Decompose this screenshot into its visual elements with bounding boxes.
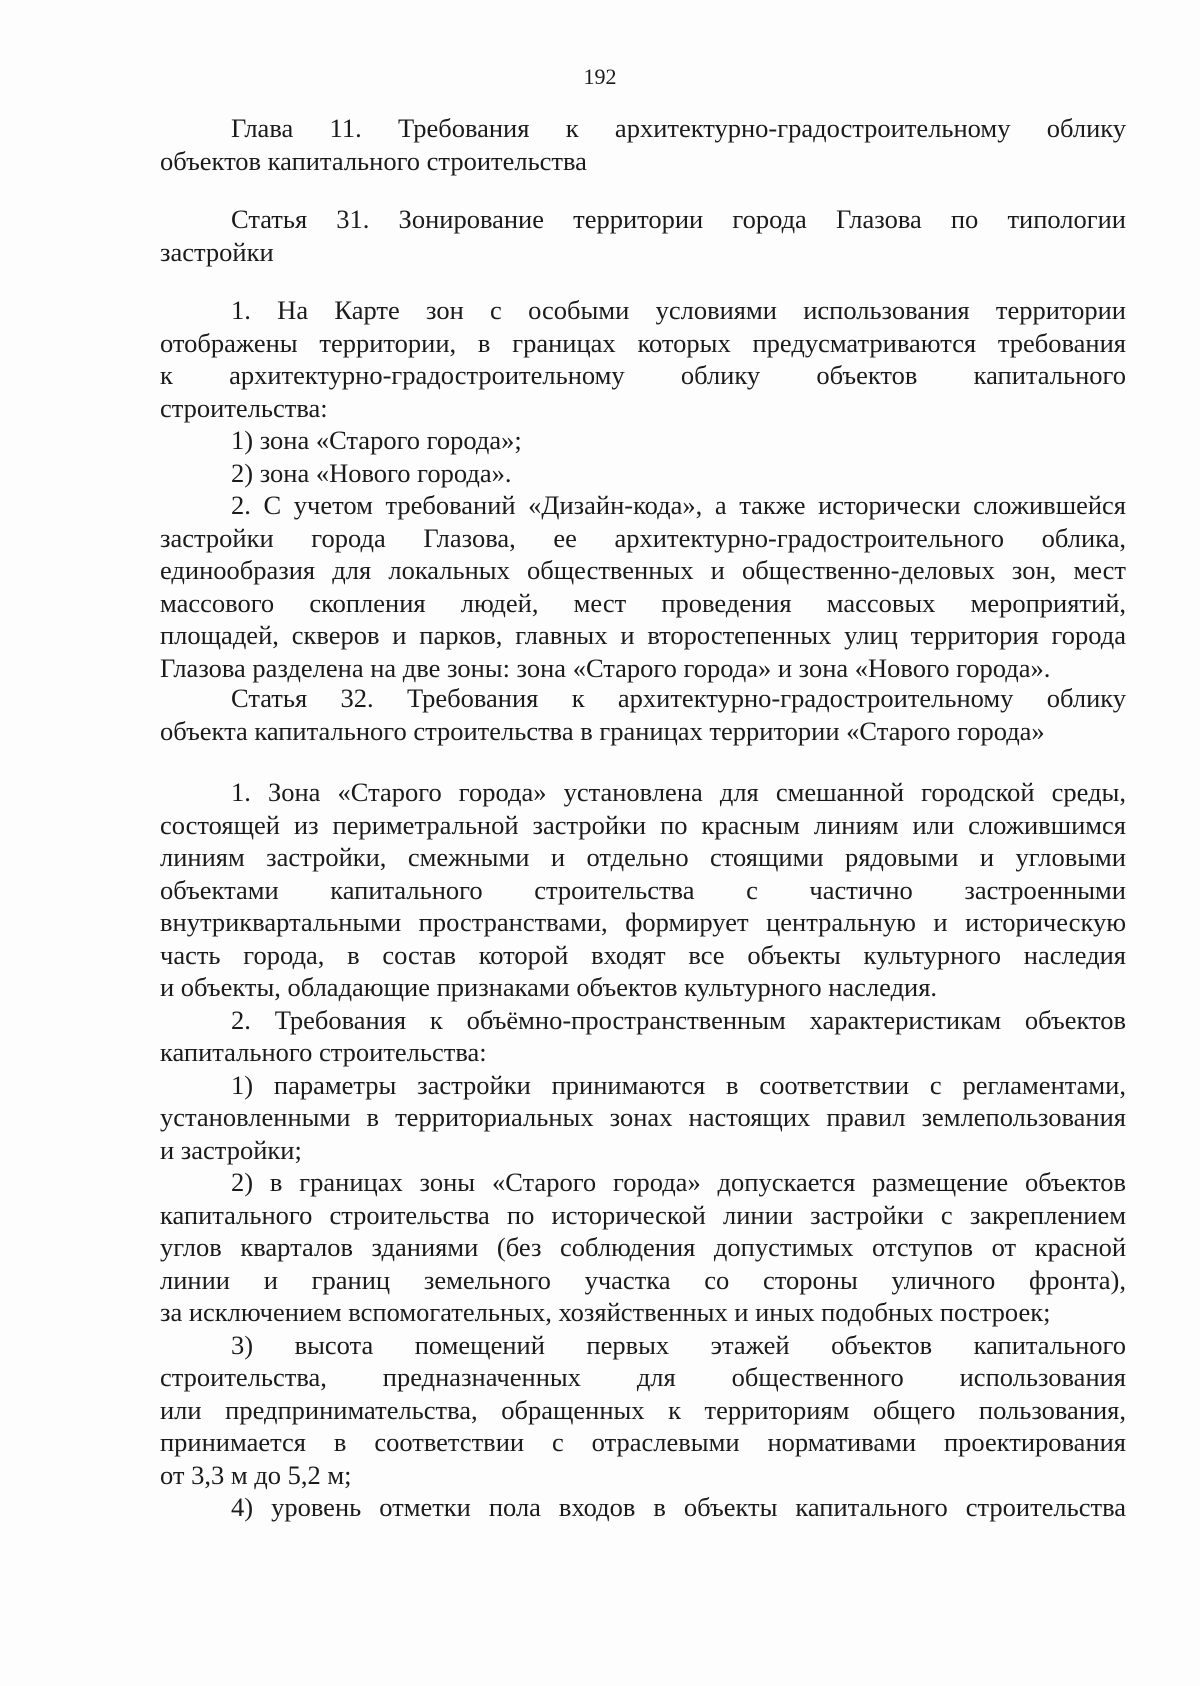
subitem-line: и застройки; <box>160 1134 302 1165</box>
paragraph-line: линиям застройки, смежными и отдельно стоящими рядовыми и угловыми <box>160 842 1126 872</box>
subitem-line: за исключением вспомогательных, хозяйственных и иных подобных построек; <box>160 1297 1051 1327</box>
paragraph-line: площадей, скверов и парков, главных и второстепенных улиц территория города <box>160 620 1126 650</box>
subitem-line: линии и границ земельного участка со стороны уличного фронта), <box>160 1264 1126 1295</box>
article-title-line: Статья 32. Требования к архитектурно-градостроительному облику <box>231 683 1126 713</box>
paragraph-line: 2. Требования к объёмно-пространственным характеристикам объектов <box>231 1004 1126 1035</box>
paragraph-line: объектами капитального строительства с частично застроенными <box>160 874 1126 905</box>
paragraph-line: массового скопления людей, мест проведения массовых мероприятий, <box>160 587 1126 618</box>
paragraph-line: Глазова разделена на две зоны: зона «Старого города» и зона «Нового города». <box>160 652 1051 683</box>
subitem-line: 3) высота помещений первых этажей объектов капитального <box>231 1329 1126 1360</box>
subitem-line: установленными в территориальных зонах настоящих правил землепользования <box>160 1102 1126 1132</box>
subitem-line: 2) в границах зоны «Старого города» допускается размещение объектов <box>231 1167 1126 1197</box>
paragraph-line: 1. На Карте зон с особыми условиями использования территории <box>231 295 1126 325</box>
subitem-line: принимается в соответствии с отраслевыми нормативами проектирования <box>160 1427 1126 1457</box>
article-32-body <box>160 776 1126 1524</box>
paragraph-line: к архитектурно-градостроительному облику объектов капитального <box>160 360 1126 390</box>
subitem-line: капитального строительства по исторической линии застройки с закреплением <box>160 1199 1126 1230</box>
subitem-line: 4) уровень отметки пола входов в объекты капитального строительства <box>231 1492 1126 1522</box>
article-31-body <box>160 294 1126 684</box>
chapter-heading-line: Глава 11. Требования к архитектурно-градостроительному облику <box>231 113 1126 143</box>
paragraph-line: застройки города Глазова, ее архитектурно-градостроительного облика, <box>160 522 1126 553</box>
paragraph-line: внутриквартальными пространствами, формирует центральную и историческую <box>160 907 1126 937</box>
subitem-line: строительства, предназначенных для общественного использования <box>160 1362 1126 1392</box>
list-item: 1) зона «Старого города»; <box>231 425 522 455</box>
article-title-line: Статья 31. Зонирование территории города Глазова по типологии <box>231 204 1126 234</box>
paragraph-line: и объекты, обладающие признаками объектов культурного наследия. <box>160 972 938 1002</box>
chapter-heading-line: объектов капитального строительства <box>160 145 587 176</box>
page-number: 192 <box>583 64 617 89</box>
article-32-title <box>160 682 1126 747</box>
paragraph-line: часть города, в состав которой входят все объекты культурного наследия <box>160 939 1126 970</box>
article-31-title <box>160 203 1126 268</box>
paragraph-line: состоящей из периметральной застройки по красным линиям или сложившимся <box>160 809 1126 840</box>
chapter-heading <box>160 112 1126 177</box>
paragraph-line: единообразия для локальных общественных и общественно-деловых зон, мест <box>160 555 1126 585</box>
paragraph-line: 1. Зона «Старого города» установлена для смешанной городской среды, <box>231 777 1126 807</box>
article-title-line: объекта капитального строительства в границах территории «Старого города» <box>160 715 1045 746</box>
article-title-line: застройки <box>160 236 274 267</box>
subitem-line: или предпринимательства, обращенных к территориям общего пользования, <box>160 1394 1126 1425</box>
list-item: 2) зона «Нового города». <box>231 457 512 488</box>
paragraph-line: 2. С учетом требований «Дизайн-кода», а также исторически сложившейся <box>231 490 1126 520</box>
subitem-line: от 3,3 м до 5,2 м; <box>160 1459 352 1490</box>
subitem-line: 1) параметры застройки принимаются в соответствии с регламентами, <box>231 1069 1126 1100</box>
subitem-line: углов кварталов зданиями (без соблюдения допустимых отступов от красной <box>160 1232 1126 1262</box>
paragraph-line: капитального строительства: <box>160 1037 487 1067</box>
paragraph-line: строительства: <box>160 392 328 423</box>
paragraph-line: отображены территории, в границах которых предусматриваются требования <box>160 327 1126 358</box>
